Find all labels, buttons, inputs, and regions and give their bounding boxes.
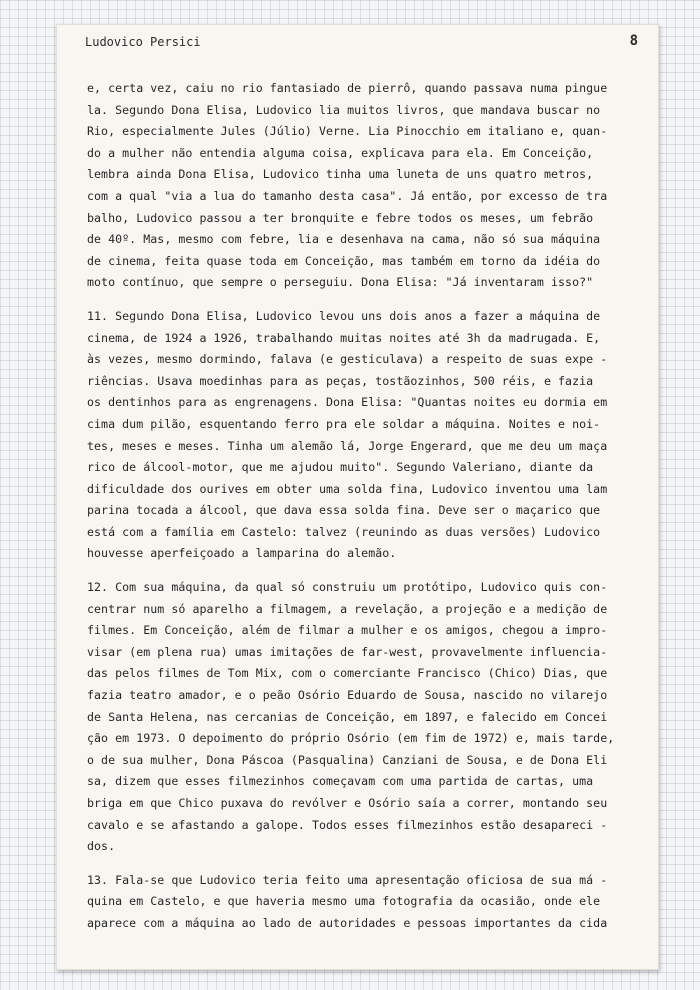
paragraph-1 bbox=[87, 78, 633, 294]
paragraph-gap bbox=[87, 565, 633, 577]
text-line: balho, Ludovico passou a ter bronquite e febre todos os meses, um febrão bbox=[87, 210, 594, 225]
text-line: briga em que Chico puxava do revólver e Osório saía a correr, montando seu bbox=[87, 796, 608, 810]
text-line: cima dum pilão, esquentando ferro pra ele soldar a máquina. Noites e noi- bbox=[87, 416, 601, 431]
paragraph-gap bbox=[87, 858, 633, 870]
text-line: 13. Fala-se que Ludovico teria feito uma apresentação oficiosa de sua má - bbox=[87, 872, 608, 887]
page-number: 8 bbox=[629, 33, 638, 49]
text-line: está com a família em Castelo: talvez (reunindo as duas versões) Ludovico bbox=[87, 524, 601, 539]
text-line: com a qual "via a lua do tamanho desta casa". Já então, por excesso de tra bbox=[87, 188, 608, 203]
text-line: lembra ainda Dona Elisa, Ludovico tinha uma luneta de uns quatro metros, bbox=[87, 167, 594, 182]
text-line: moto contínuo, que sempre o perseguiu. Dona Elisa: "Já inventaram isso?" bbox=[87, 275, 594, 290]
text-line: cavalo e se afastando a galope. Todos esses filmezinhos estão desapareci - bbox=[87, 817, 608, 832]
text-line: cinema, de 1924 a 1926, trabalhando muitas noites até 3h da madrugada. E, bbox=[87, 330, 601, 345]
text-line: e, certa vez, caiu no rio fantasiado de pierrô, quando passava numa pingue bbox=[87, 81, 608, 95]
text-line: filmes. Em Conceição, além de filmar a mulher e os amigos, chegou a impro- bbox=[87, 623, 608, 638]
paragraph-2 bbox=[87, 306, 633, 565]
text-line: Rio, especialmente Jules (Júlio) Verne. Lia Pinocchio em italiano e, quan- bbox=[87, 124, 608, 139]
body-text bbox=[87, 78, 633, 935]
page-header-author: Ludovico Persici bbox=[85, 35, 201, 49]
text-line: houvesse aperfeiçoado a lamparina do alemão. bbox=[87, 546, 397, 561]
text-line: fazia teatro amador, e o peão Osório Eduardo de Sousa, nascido no vilarejo bbox=[87, 688, 608, 703]
text-line: dificuldade dos ourives em obter uma solda fina, Ludovico inventou uma lam bbox=[87, 481, 608, 496]
text-line: sa, dizem que esses filmezinhos começavam com uma partida de cartas, uma bbox=[87, 774, 594, 789]
paragraph-gap bbox=[87, 294, 633, 306]
text-line: do a mulher não entendia alguma coisa, explicava para ela. Em Conceição, bbox=[87, 145, 594, 160]
text-line: 11. Segundo Dona Elisa, Ludovico levou uns dois anos a fazer a máquina de bbox=[87, 308, 601, 323]
text-line: aparece com a máquina ao lado de autoridades e pessoas importantes da cida bbox=[87, 915, 608, 930]
typewritten-page bbox=[56, 24, 659, 970]
text-line: os dentinhos para as engrenagens. Dona Elisa: "Quantas noites eu dormia em bbox=[87, 395, 608, 410]
paragraph-4 bbox=[87, 870, 633, 935]
text-line: dos. bbox=[87, 839, 116, 854]
text-line: la. Segundo Dona Elisa, Ludovico lia muitos livros, que mandava buscar no bbox=[87, 102, 601, 117]
text-line: parina tocada a álcool, que dava essa solda fina. Deve ser o maçarico que bbox=[87, 503, 601, 518]
text-line: o de sua mulher, Dona Páscoa (Pasqualina) Canziani de Sousa, e de Dona Eli bbox=[87, 752, 608, 767]
text-line: rico de álcool-motor, que me ajudou muito". Segundo Valeriano, diante da bbox=[87, 460, 594, 475]
text-line: de cinema, feita quase toda em Conceição, mas também em torno da idéia do bbox=[87, 253, 601, 268]
text-line: riências. Usava moedinhas para as peças, tostãozinhos, 500 réis, e fazia bbox=[87, 373, 594, 388]
text-line: às vezes, mesmo dormindo, falava (e gesticulava) a respeito de suas expe - bbox=[87, 352, 608, 367]
text-line: quina em Castelo, e que haveria mesmo uma fotografia da ocasião, onde ele bbox=[87, 894, 601, 909]
text-line: visar (em plena rua) umas imitações de far-west, provavelmente influencia- bbox=[87, 644, 608, 659]
text-line: de 40º. Mas, mesmo com febre, lia e desenhava na cama, não só sua máquina bbox=[87, 232, 601, 247]
text-line: ção em 1973. O depoimento do próprio Osório (em fim de 1972) e, mais tarde, bbox=[87, 731, 615, 746]
text-line: das pelos filmes de Tom Mix, com o comerciante Francisco (Chico) Dias, que bbox=[87, 666, 608, 681]
text-line: centrar num só aparelho a filmagem, a revelação, a projeção e a medição de bbox=[87, 601, 608, 616]
text-line: 12. Com sua máquina, da qual só construiu um protótipo, Ludovico quis con- bbox=[87, 580, 608, 595]
text-line: tes, meses e meses. Tinha um alemão lá, Jorge Engerard, que me deu um maça bbox=[87, 438, 608, 453]
text-line: de Santa Helena, nas cercanias de Conceição, em 1897, e falecido em Concei bbox=[87, 709, 608, 724]
paragraph-3 bbox=[87, 577, 633, 858]
